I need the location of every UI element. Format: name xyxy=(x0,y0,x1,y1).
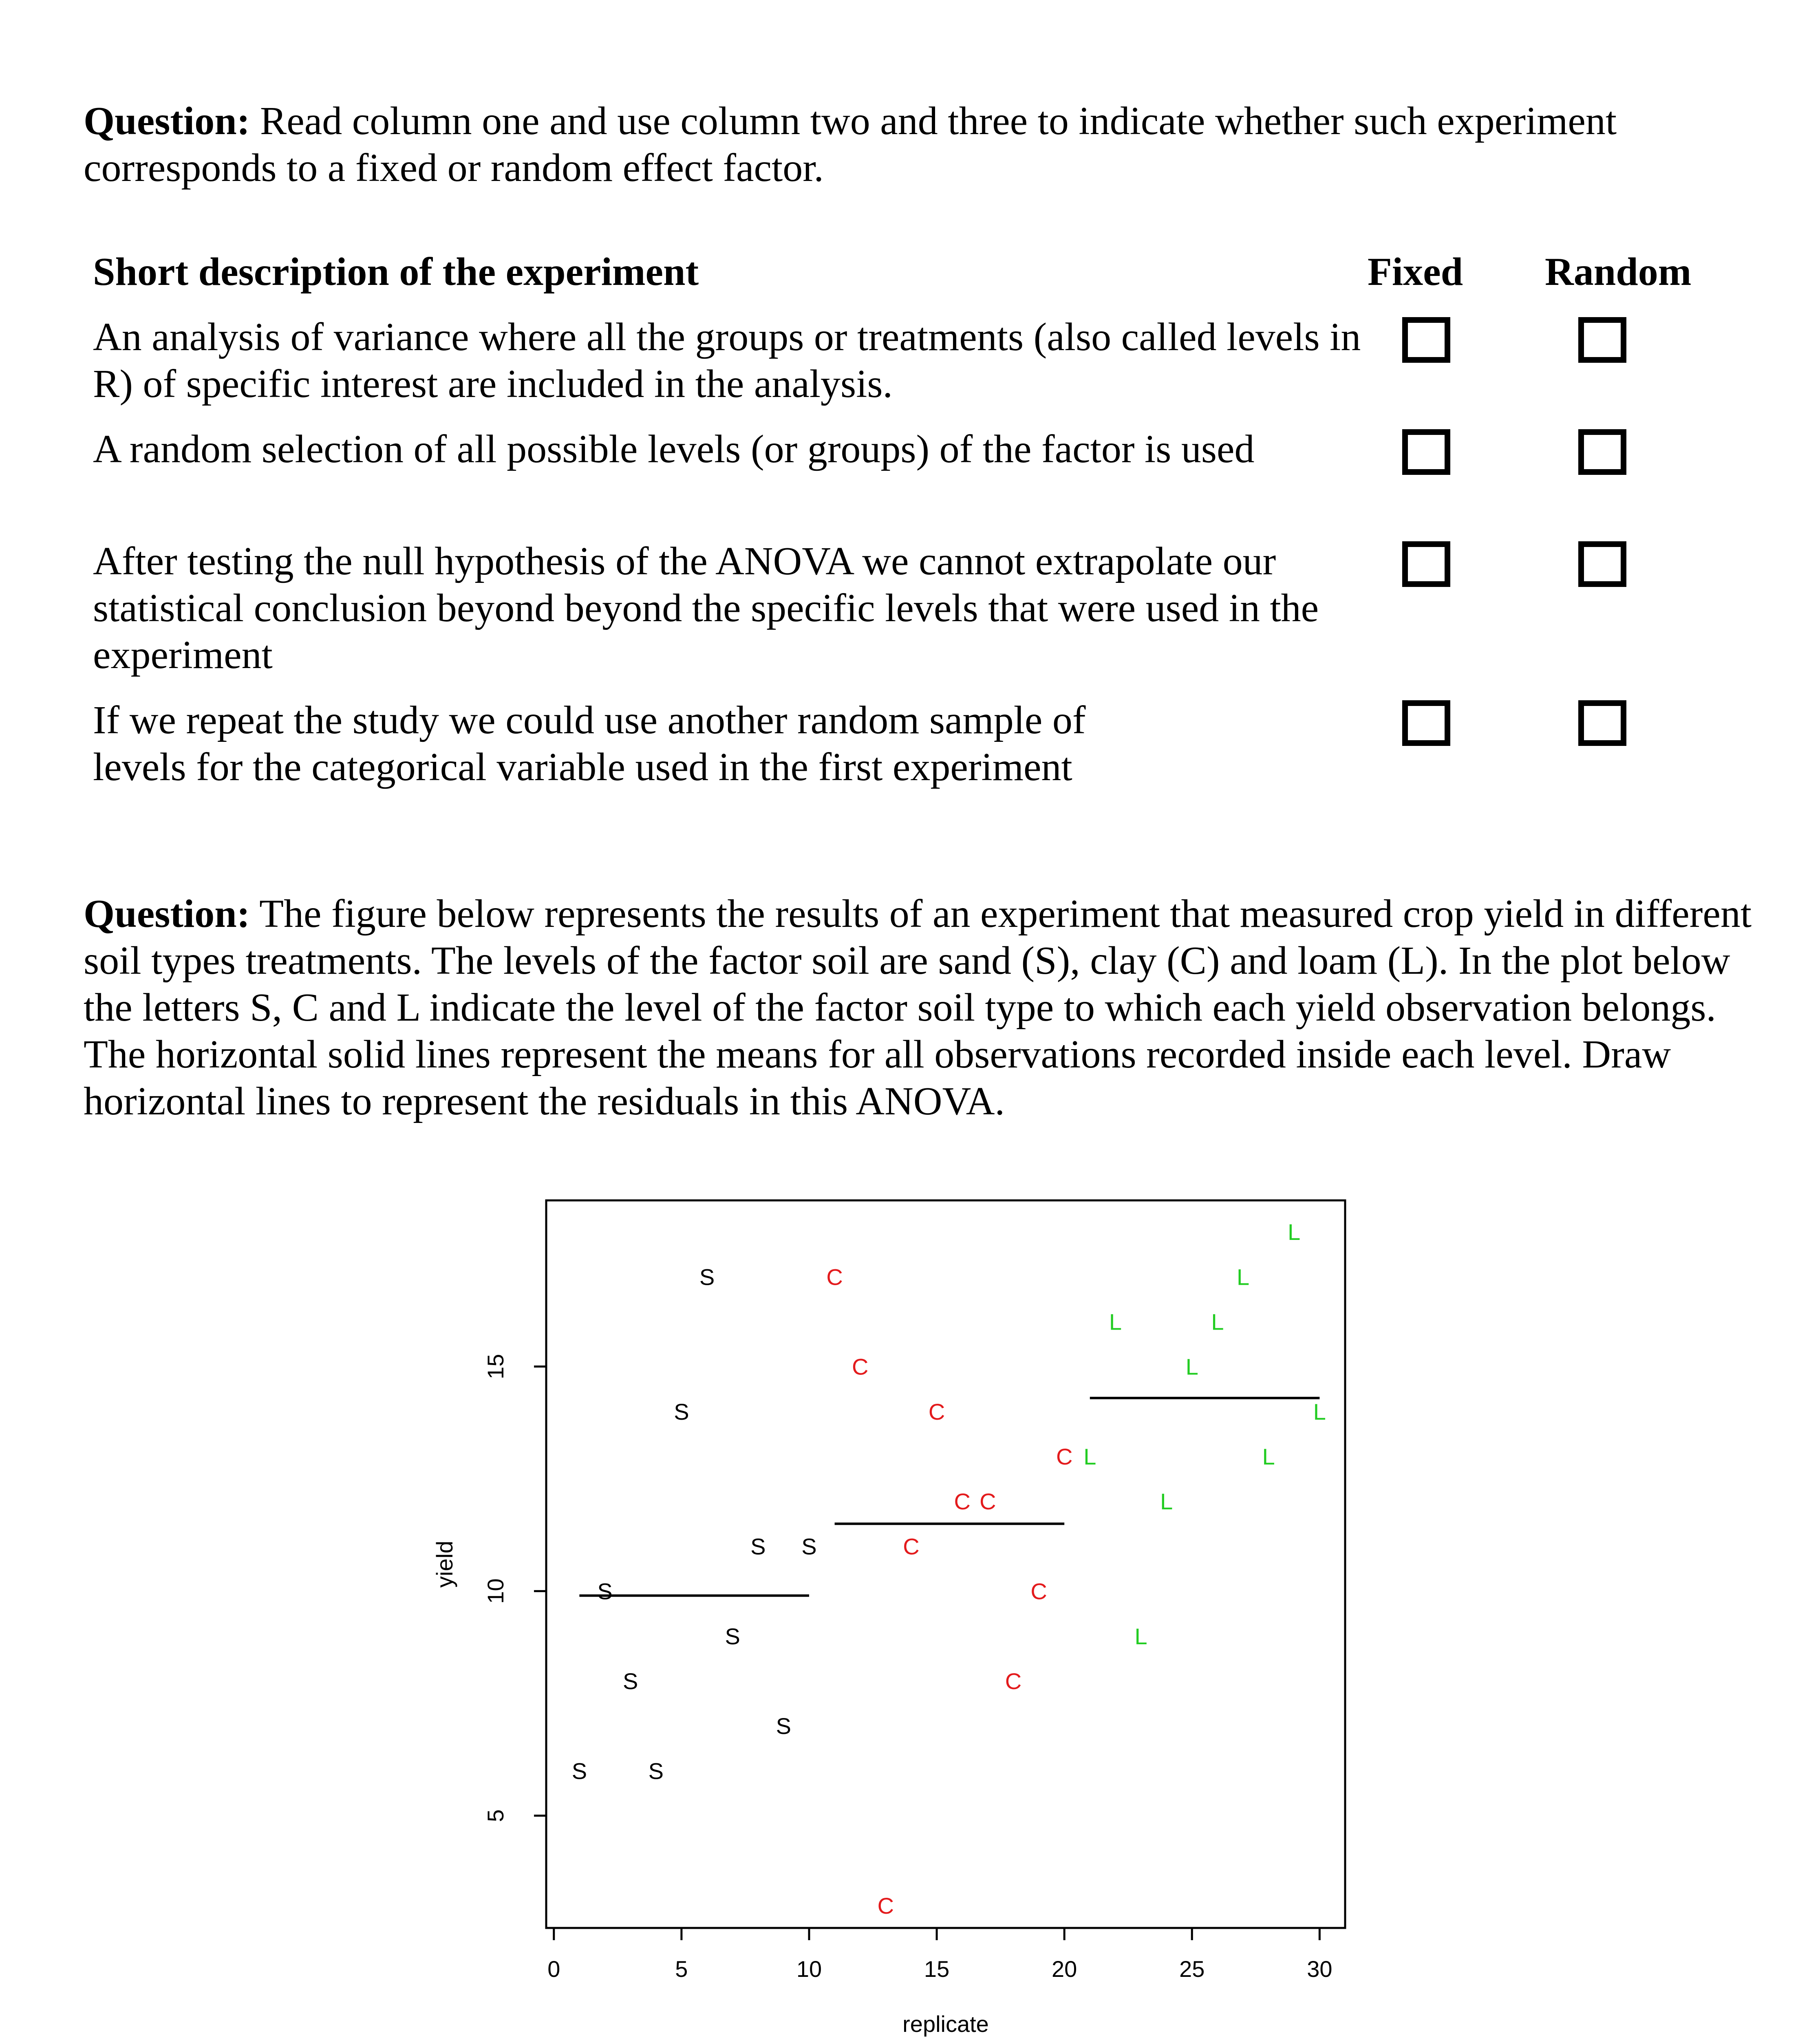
point-c: C xyxy=(1056,1444,1073,1470)
point-c: C xyxy=(1030,1578,1047,1604)
point-l: L xyxy=(1109,1309,1122,1335)
point-s: S xyxy=(699,1264,715,1290)
point-l: L xyxy=(1134,1623,1147,1649)
point-l: L xyxy=(1160,1489,1173,1515)
x-tick-label: 15 xyxy=(924,1956,950,1982)
y-tick-label: 10 xyxy=(483,1578,508,1604)
point-s: S xyxy=(776,1713,792,1739)
row-4-description: If we repeat the study we could use another random sample of levels for the categorical variable used in the first experiment xyxy=(93,698,1086,789)
x-tick-label: 0 xyxy=(547,1956,560,1982)
point-c: C xyxy=(826,1264,843,1290)
point-c: C xyxy=(979,1489,996,1515)
point-l: L xyxy=(1262,1444,1275,1470)
x-tick-label: 10 xyxy=(796,1956,822,1982)
point-s: S xyxy=(571,1758,587,1784)
x-tick-label: 30 xyxy=(1307,1956,1332,1982)
plot-frame xyxy=(546,1200,1345,1928)
row-3-description: After testing the null hypothesis of the ANOVA we cannot extrapolate our statistical conclusion beyond beyond the specific levels that were used in the experiment xyxy=(93,539,1319,677)
point-s: S xyxy=(674,1398,689,1425)
point-c: C xyxy=(928,1398,945,1425)
point-s: S xyxy=(801,1533,817,1559)
point-s: S xyxy=(622,1668,638,1694)
x-tick-label: 25 xyxy=(1179,1956,1205,1982)
question-2-label: Question: xyxy=(84,892,250,936)
point-l: L xyxy=(1211,1309,1224,1335)
question-1-text: Read column one and use column two and three to indicate whether such experiment corresponds to a fixed or random effect factor. xyxy=(84,99,1617,190)
point-s: S xyxy=(750,1533,766,1559)
point-l: L xyxy=(1313,1398,1326,1425)
point-c: C xyxy=(877,1892,894,1919)
row-1-description: An analysis of variance where all the groups or treatments (also called levels in R) of specific interest are included in the analysis. xyxy=(93,315,1361,406)
point-s: S xyxy=(725,1623,740,1649)
point-l: L xyxy=(1288,1219,1301,1245)
row-2-description: A random selection of all possible levels (or groups) of the factor is used xyxy=(93,427,1255,471)
y-tick-label: 15 xyxy=(483,1354,508,1379)
point-l: L xyxy=(1083,1444,1096,1470)
point-l: L xyxy=(1185,1354,1198,1380)
header-description: Short description of the experiment xyxy=(93,250,699,294)
point-s: S xyxy=(597,1578,613,1604)
header-fixed: Fixed xyxy=(1368,250,1463,294)
x-tick-label: 5 xyxy=(675,1956,688,1982)
point-c: C xyxy=(852,1354,869,1380)
y-tick-label: 5 xyxy=(483,1809,508,1822)
header-random: Random xyxy=(1545,250,1692,294)
question-2-text: The figure below represents the results of an experiment that measured crop yield in different soil types treatments. The levels of the factor soil are sand (S), clay (C) and loam (L). In the plot below the letters S, C and L indicate the level of the factor soil type to which each yield observation belongs. The horizontal solid lines represent the means for all observations recorded inside each level. Draw horizontal lines to represent the residuals in this ANOVA. xyxy=(84,892,1752,1123)
y-axis-label: yield xyxy=(432,1540,457,1588)
question-1-label: Question: xyxy=(84,99,250,143)
point-s: S xyxy=(648,1758,664,1784)
x-tick-label: 20 xyxy=(1052,1956,1077,1982)
point-l: L xyxy=(1236,1264,1250,1290)
x-axis-label: replicate xyxy=(902,2011,989,2037)
point-c: C xyxy=(1005,1668,1022,1694)
point-c: C xyxy=(903,1533,920,1559)
point-c: C xyxy=(954,1489,971,1515)
